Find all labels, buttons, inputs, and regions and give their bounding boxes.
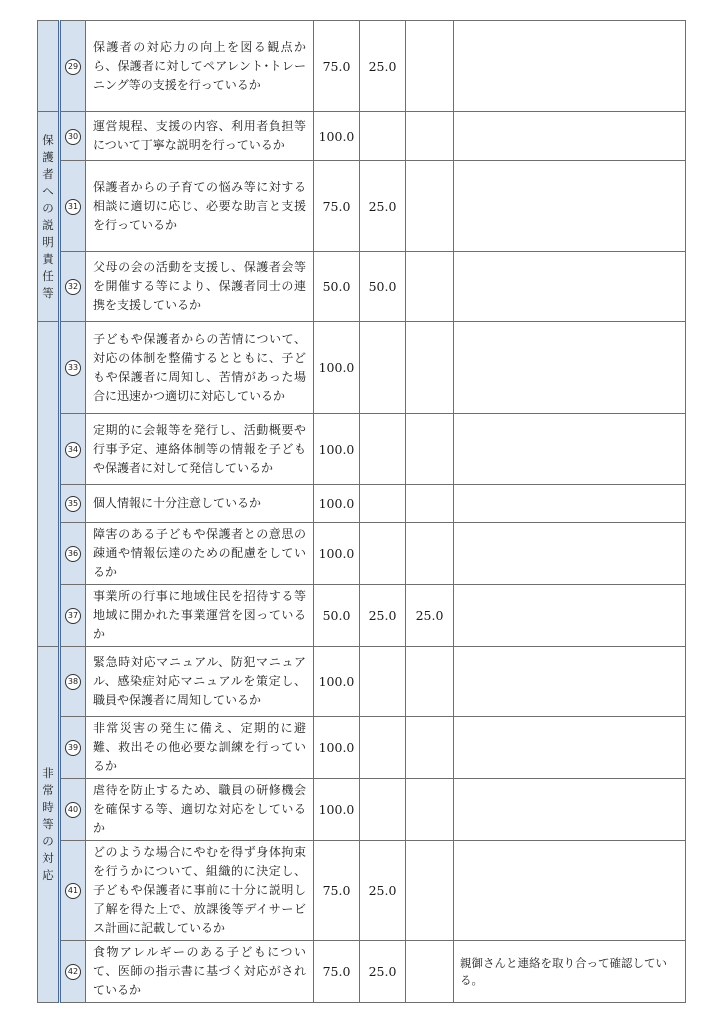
- table-row: [38, 21, 686, 112]
- row-number: 37: [60, 585, 86, 647]
- row-number: 33: [60, 322, 86, 414]
- table-row: [38, 585, 686, 647]
- category-cell-blank: [38, 21, 60, 112]
- row-note: [454, 21, 686, 112]
- value-1: 100.0: [314, 112, 360, 161]
- value-1: 100.0: [314, 523, 360, 585]
- value-1: 100.0: [314, 322, 360, 414]
- row-number: 32: [60, 252, 86, 322]
- row-question: 個人情報に十分注意しているか: [86, 485, 314, 523]
- table-row: [38, 414, 686, 485]
- row-number: 34: [60, 414, 86, 485]
- value-3: [406, 523, 454, 585]
- category-label: 非常時等の対応: [38, 647, 60, 1003]
- table-row: [38, 485, 686, 523]
- row-note: [454, 161, 686, 252]
- value-2: [360, 485, 406, 523]
- value-1: 50.0: [314, 252, 360, 322]
- value-2: 25.0: [360, 841, 406, 941]
- row-number: 38: [60, 647, 86, 717]
- row-question: 虐待を防止するため、職員の研修機会を確保する等、適切な対応をしているか: [86, 779, 314, 841]
- row-number: 31: [60, 161, 86, 252]
- row-number: 29: [60, 21, 86, 112]
- row-number: 35: [60, 485, 86, 523]
- value-3: [406, 779, 454, 841]
- row-note: [454, 322, 686, 414]
- value-2: 50.0: [360, 252, 406, 322]
- value-1: 50.0: [314, 585, 360, 647]
- value-2: 25.0: [360, 161, 406, 252]
- value-1: 75.0: [314, 21, 360, 112]
- value-1: 75.0: [314, 841, 360, 941]
- table-row: [38, 252, 686, 322]
- value-3: [406, 161, 454, 252]
- row-question: 運営規程、支援の内容、利用者負担等について丁寧な説明を行っているか: [86, 112, 314, 161]
- value-3: 25.0: [406, 585, 454, 647]
- value-1: 100.0: [314, 414, 360, 485]
- table-row: [38, 717, 686, 779]
- table-row: [38, 112, 686, 161]
- row-question: 保護者の対応力の向上を図る観点から、保護者に対してペアレント･トレーニング等の支援を行っているか: [86, 21, 314, 112]
- value-1: 75.0: [314, 161, 360, 252]
- row-number: 30: [60, 112, 86, 161]
- row-note: [454, 414, 686, 485]
- value-1: 75.0: [314, 941, 360, 1003]
- value-2: [360, 647, 406, 717]
- value-2: [360, 112, 406, 161]
- value-2: [360, 322, 406, 414]
- row-question: 障害のある子どもや保護者との意思の疎通や情報伝達のための配慮をしているか: [86, 523, 314, 585]
- row-question: 非常災害の発生に備え、定期的に避難、救出その他必要な訓練を行っているか: [86, 717, 314, 779]
- row-note: [454, 252, 686, 322]
- value-3: [406, 485, 454, 523]
- table-row: [38, 523, 686, 585]
- row-note: [454, 779, 686, 841]
- row-question: 父母の会の活動を支援し、保護者会等を開催する等により、保護者同士の連携を支援しているか: [86, 252, 314, 322]
- row-question: 事業所の行事に地域住民を招待する等地域に開かれた事業運営を図っているか: [86, 585, 314, 647]
- row-note: 親御さんと連絡を取り合って確認している。: [454, 941, 686, 1003]
- category-label: 保護者への説明責任等: [38, 112, 60, 322]
- table-row: [38, 322, 686, 414]
- row-note: [454, 485, 686, 523]
- value-1: 100.0: [314, 647, 360, 717]
- value-3: [406, 252, 454, 322]
- value-2: [360, 779, 406, 841]
- value-1: 100.0: [314, 485, 360, 523]
- value-1: 100.0: [314, 779, 360, 841]
- value-3: [406, 112, 454, 161]
- row-question: 緊急時対応マニュアル、防犯マニュアル、感染症対応マニュアルを策定し、職員や保護者に周知しているか: [86, 647, 314, 717]
- row-question: 保護者からの子育ての悩み等に対する相談に適切に応じ、必要な助言と支援を行っているか: [86, 161, 314, 252]
- evaluation-table: [37, 20, 686, 1003]
- value-3: [406, 414, 454, 485]
- row-question: 定期的に会報等を発行し、活動概要や行事予定、連絡体制等の情報を子どもや保護者に対して発信しているか: [86, 414, 314, 485]
- row-question: どのような場合にやむを得ず身体拘束を行うかについて、組織的に決定し、子どもや保護者に事前に十分に説明し了解を得た上で、放課後等デイサービス計画に記載しているか: [86, 841, 314, 941]
- row-note: [454, 585, 686, 647]
- row-number: 36: [60, 523, 86, 585]
- value-2: 25.0: [360, 21, 406, 112]
- table-row: [38, 161, 686, 252]
- row-number: 41: [60, 841, 86, 941]
- row-note: [454, 717, 686, 779]
- row-note: [454, 112, 686, 161]
- value-3: [406, 21, 454, 112]
- value-3: [406, 717, 454, 779]
- table-row: [38, 779, 686, 841]
- value-3: [406, 322, 454, 414]
- category-cell-blank: [38, 322, 60, 647]
- row-note: [454, 647, 686, 717]
- row-question: 子どもや保護者からの苦情について、対応の体制を整備するとともに、子どもや保護者に周知し、苦情があった場合に迅速かつ適切に対応しているか: [86, 322, 314, 414]
- row-number: 40: [60, 779, 86, 841]
- table-row: [38, 647, 686, 717]
- row-number: 39: [60, 717, 86, 779]
- value-3: [406, 647, 454, 717]
- row-question: 食物アレルギーのある子どもについて、医師の指示書に基づく対応がされているか: [86, 941, 314, 1003]
- value-1: 100.0: [314, 717, 360, 779]
- row-number: 42: [60, 941, 86, 1003]
- row-note: [454, 523, 686, 585]
- value-2: 25.0: [360, 585, 406, 647]
- row-note: [454, 841, 686, 941]
- value-3: [406, 841, 454, 941]
- value-2: [360, 414, 406, 485]
- table-row: [38, 941, 686, 1003]
- table-row: [38, 841, 686, 941]
- value-3: [406, 941, 454, 1003]
- value-2: 25.0: [360, 941, 406, 1003]
- value-2: [360, 717, 406, 779]
- value-2: [360, 523, 406, 585]
